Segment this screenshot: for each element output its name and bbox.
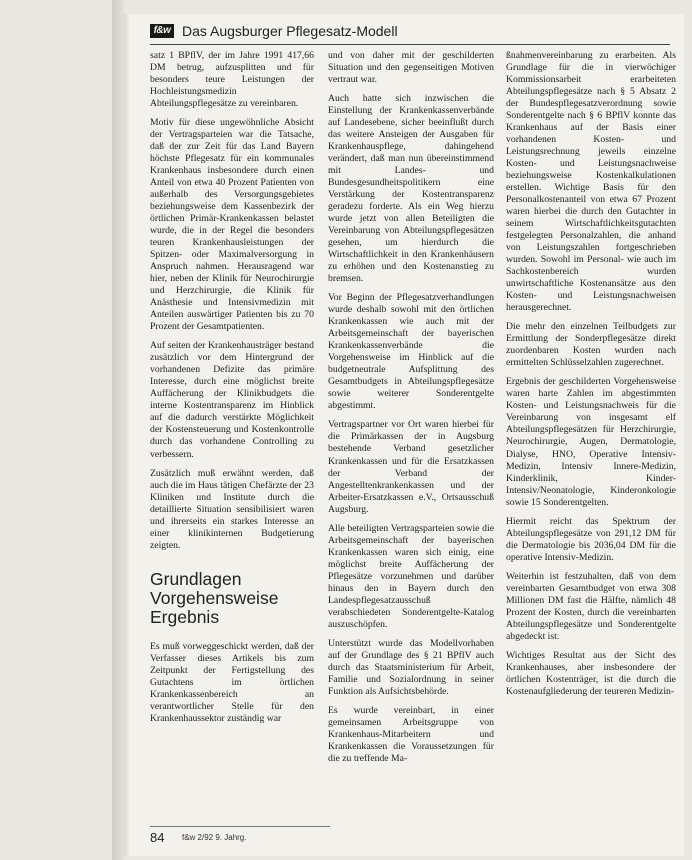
paragraph: satz 1 BPflV, der im Jahre 1991 417,66 DM betrug, aufzusplitten und für besonders teure Leistungen der Hochleistungsmedizin Abteilungspflegesätze zu vereinbaren. — [150, 50, 314, 110]
paragraph: Alle beteiligten Vertragsparteien sowie die Arbeitsgemeinschaft der bayerischen Krankenkassen waren sich einig, eine möglichst breite Auffächerung der Pflegesätze vorzunehmen und darüber hinaus den in Bayern durch den Landespflegesatzausschuß verabschiedeten Sonderentgelte-Katalog auszuschöpfen. — [328, 522, 494, 630]
journal-reference: f&w 2/92 9. Jahrg. — [182, 833, 247, 842]
paragraph: und von daher mit der geschilderten Situation und den gegenseitigen Motiven vertraut war. — [328, 50, 494, 86]
magazine-page — [124, 14, 684, 856]
paragraph: Unterstützt wurde das Modellvorhaben auf der Grundlage des § 21 BPflV auch durch das Staatsministerium für Arbeit, Familie und Sozialordnung in seiner Funktion als Aufsichtsbehörde. — [328, 637, 494, 697]
paragraph: Die mehr den einzelnen Teilbudgets zur Ermittlung der Sonderpflegesätze direkt zuordenbaren Kosten wurden nach ermittelten Schlüsselzahlen zugerechnet. — [506, 321, 676, 369]
paragraph: ßnahmenvereinbarung zu erarbeiten. Als Grundlage für die in vierwöchiger Kommissionsarbeit erarbeiteten Abteilungspflegesätze nach § 5 Absatz 2 der Bundespflegesatzverordnung sowie Sonderentgelte nach § 6 BPflV konnte das Krankenhaus auf der Basis einer vorhandenen Kosten- und Leistungsrechnung jeweils einzelne Kosten- und Leistungsnachweise beziehungsweise Kostenkalkulationen erstellen. Wichtige Basis für den Personalkostenanteil von etwa 67 Prozent waren hierbei die durch den Gutachter in seinem Wirtschaftlichkeitsgutachten festgelegten Personalzahlen, die anhand von Leistungszahlen fortgeschrieben wurden. Sowohl im Personal- wie auch im Sachkostenbereich wurden unwirtschaftliche Kostenansätze aus den Kosten- und Leistungsnachweisen herausgerechnet. — [506, 50, 676, 314]
paragraph: Es wurde vereinbart, in einer gemeinsamen Arbeitsgruppe von Krankenhaus-Mitarbeitern und Krankenkassen die Voraussetzungen für die zu treffende Ma- — [328, 704, 494, 764]
paragraph: Auf seiten der Krankenhausträger bestand zusätzlich vor dem Hintergrund der vorhandenen Defizite das primäre Interesse, durch eine möglichst breite Auffächerung der Klinikbudgets die interne Kostentransparenz im Hinblick auf die dadurch verstärkte Möglichkeit der Kostensteuerung und Kostenkontrolle durch das vorhandene Controlling zu verbessern. — [150, 340, 314, 460]
journal-logo: f&w — [150, 24, 174, 38]
footer-rule — [150, 826, 330, 827]
section-heading: Grundlagen Vorgehensweise Ergebnis — [150, 568, 279, 627]
text-column-3 — [506, 50, 676, 838]
paragraph: Vertragspartner vor Ort waren hierbei für die Primärkassen der in Augsburg bestehende Verband gesetzlicher Krankenkassen und für die Ersatzkassen der Verband der Angestelltenkrankenkassen und der Arbeiter-Ersatzkassen e.V., Ortsausschuß Augsburg. — [328, 419, 494, 515]
paragraph: Vor Beginn der Pflegesatzverhandlungen wurde deshalb sowohl mit den örtlichen Krankenkassen wie auch mit der Arbeitsgemeinschaft der bayerischen Krankenkassenverbände die Vorgehensweise im Hinblick auf die budgetneutrale Aufsplittung des Gesamtbudgets in Abteilungspflegesätze sowie weiterer Sonderentgelte abgestimmt. — [328, 292, 494, 412]
paragraph: Wichtiges Resultat aus der Sicht des Krankenhauses, aber insbesondere der örtlichen Kostenträger, ist die durch die Kostenaufgliederung der teureren Medizin- — [506, 649, 676, 697]
paragraph: Motiv für diese ungewöhnliche Absicht der Vertragsparteien war die Tatsache, daß der zur Zeit für das Land Bayern höchste Pflegesatz für ein kommunales Krankenhaus insbesondere durch einen Anteil von etwa 40 Prozent Patienten von außerhalb des Versorgungsgebietes beziehungsweise dem Kassenbezirk der örtlichen Primär-Krankenkassen belastet wurde, die in der Regel die besonders teuren Krankenhausleistungen der Spitzen- oder Maximalversorgung in Anspruch nahmen. Herausragend war hier, neben der Klinik für Neurochirurgie und Herzchirurgie, die Klinik für Anästhesie und Intensivmedizin mit Anteilen auswärtiger Patienten bis zu 70 Prozent der Gesamtpatienten. — [150, 117, 314, 333]
text-column-2 — [328, 50, 494, 838]
page-footer — [150, 830, 450, 844]
paragraph: Ergebnis der geschilderten Vorgehensweise waren harte Zahlen im abgestimmten Kosten- und Leistungsnachweis für die Vereinbarung von insgesamt elf Abteilungspflegesätzen für Herzchirurgie, Neurochirurgie, Augen, Dermatologie, Dialyse, HNO, Operative Intensiv-Medizin, Intensiv Innere-Medizin, Kinderklinik, Kinder-Intensiv/Neonatologie, Kinderonkologie sowie 15 Sonderentgelten. — [506, 376, 676, 508]
text-column-1 — [150, 50, 314, 786]
paragraph: Hiermit reicht das Spektrum der Abteilungspflegesätze von 291,12 DM für die Dermatologie bis 2036,04 DM für die operative Intensiv-Medizin. — [506, 515, 676, 563]
running-header — [150, 22, 670, 42]
page-number: 84 — [150, 830, 165, 845]
header-rule — [150, 44, 670, 45]
paragraph: Zusätzlich muß erwähnt werden, daß auch die im Haus tätigen Chefärzte der 23 Kliniken und Institute durch die detaillierte Situation sensibilisiert waren und ihrerseits ein starkes Interesse an einer klinikinternen Budgetierung zeigten. — [150, 467, 314, 551]
binding-edge — [112, 0, 124, 860]
header-title: Das Augsburger Pflegesatz-Modell — [182, 23, 398, 39]
paragraph: Es muß vorweggeschickt werden, daß der Verfasser dieses Artikels bis zum Zeitpunkt der Fertigstellung des Gutachtens im örtlichen Krankenkassenbereich an verantwortlicher Stelle für den Krankenhaussektor zuständig war — [150, 640, 314, 724]
paragraph: Weiterhin ist festzuhalten, daß von dem vereinbarten Gesamtbudget von etwa 308 Millionen DM fast die Hälfte, nämlich 48 Prozent der Kosten, durch die vereinbarten Abteilungspflegesätze und Sonderentgelte abgedeckt ist. — [506, 570, 676, 642]
paragraph: Auch hatte sich inzwischen die Einstellung der Krankenkassenverbände auf Landesebene, sicher beeinflußt durch das weitere Ansteigen der Ausgaben für Krankenhauspflege, dahingehend verändert, daß man nun übereinstimmend mit Landes- und Bundesgesundheitspolitikern eine Verstärkung der Kostentransparenz geradezu forderte. Als ein Weg hierzu wurde jetzt von allen Beteiligten die Vereinbarung von Abteilungspflegesätzen gesehen, um hierdurch die Wirtschaftlichkeit in den Krankenhäusern zu erhöhen und den Kostenanstieg zu bremsen. — [328, 93, 494, 285]
